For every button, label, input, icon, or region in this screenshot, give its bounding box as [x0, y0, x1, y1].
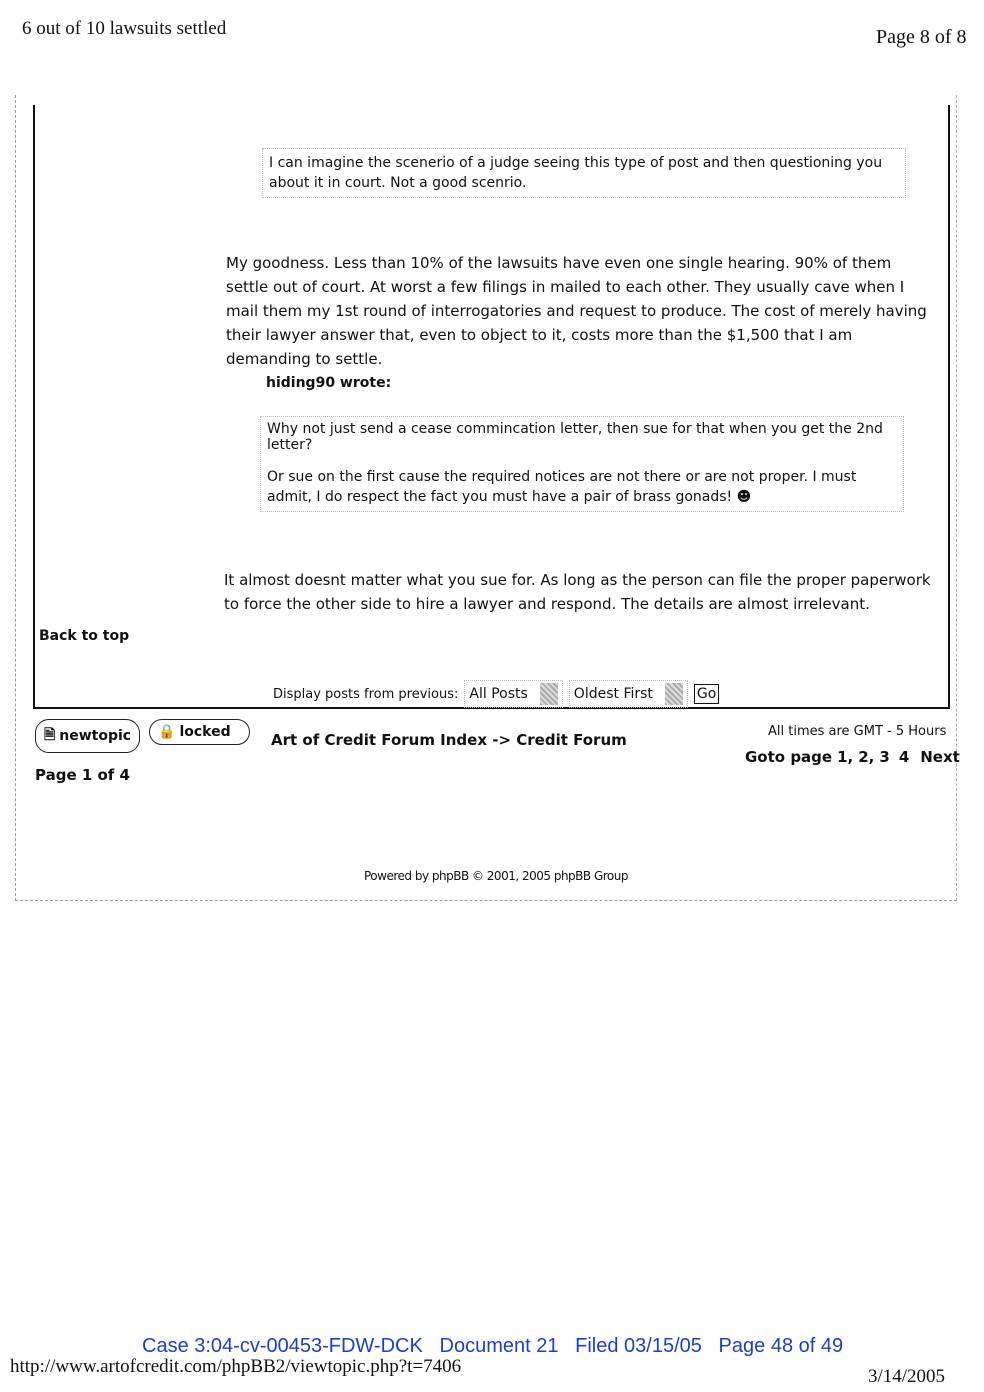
quote-paragraph: Or sue on the first cause the required notices are not there or are not proper. I must admit, I do respect the fact you must have a pair of brass gonads! ☻	[267, 469, 857, 505]
lock-icon: 🔒	[158, 724, 176, 740]
dropdown-icon	[540, 683, 558, 705]
breadcrumb[interactable]: Art of Credit Forum Index -> Credit Forum	[271, 731, 627, 749]
posts-select[interactable]: All Posts	[464, 680, 562, 708]
post-body: My goodness. Less than 10% of the lawsuits have even one single hearing. 90% of them settle out of court. At worst a few filings in mailed to each other. They usually cave when I mail them my 1st round of interrogatories and request to produce. The cost of merely having their lawyer answer that, even to object to it, costs more than the $1,500 that I am demanding to settle.	[226, 254, 927, 368]
display-label: Display posts from previous:	[273, 686, 459, 702]
case-stamp: Case 3:04-cv-00453-FDW-DCK Document 21 Filed 03/15/05 Page 48 of 49	[142, 1335, 844, 1357]
go-button[interactable]: Go	[694, 684, 719, 704]
page-indicator: Page 1 of 4	[35, 766, 130, 784]
print-date: 3/14/2005	[868, 1366, 946, 1387]
document-title: 6 out of 10 lawsuits settled	[22, 18, 227, 39]
order-select[interactable]: Oldest First	[569, 680, 688, 708]
page-1: 1,	[837, 748, 854, 766]
page-url: http://www.artofcredit.com/phpBB2/viewtopic.php?t=7406	[10, 1356, 462, 1377]
pagination	[745, 748, 960, 766]
page-3-link[interactable]: 3	[879, 748, 890, 766]
page-number: Page 8 of 8	[876, 26, 967, 48]
dropdown-icon	[665, 683, 683, 705]
page-4-link[interactable]: 4	[898, 748, 910, 766]
document-icon: 🗎	[44, 727, 56, 743]
quote-paragraph: Why not just send a cease commincation letter, then sue for that when you get the 2nd letter?	[267, 421, 883, 453]
back-to-top-link[interactable]: Back to top	[39, 628, 130, 644]
quote-block	[262, 148, 906, 198]
next-link[interactable]: Next	[920, 748, 960, 766]
locked-button[interactable]: 🔒 locked	[149, 719, 250, 745]
quote-text: I can imagine the scenerio of a judge seeing this type of post and then questioning you about it in court. Not a good scenrio.	[269, 155, 883, 191]
smiley-icon: ☻	[736, 489, 752, 505]
new-topic-button[interactable]: 🗎 newtopic	[35, 719, 140, 753]
timezone-note: All times are GMT - 5 Hours	[768, 724, 947, 739]
quote-block	[260, 416, 904, 512]
quote-author: hiding90 wrote:	[266, 375, 392, 391]
display-options	[273, 680, 719, 708]
post-body: It almost doesnt matter what you sue for. As long as the person can file the proper paperwork to force the other side to hire a lawyer and respond. The details are almost irrelevant.	[224, 571, 931, 613]
powered-by: Powered by phpBB © 2001, 2005 phpBB Group	[364, 869, 628, 883]
goto-label: Goto page	[745, 748, 833, 766]
page-2-link[interactable]: 2,	[858, 748, 875, 766]
